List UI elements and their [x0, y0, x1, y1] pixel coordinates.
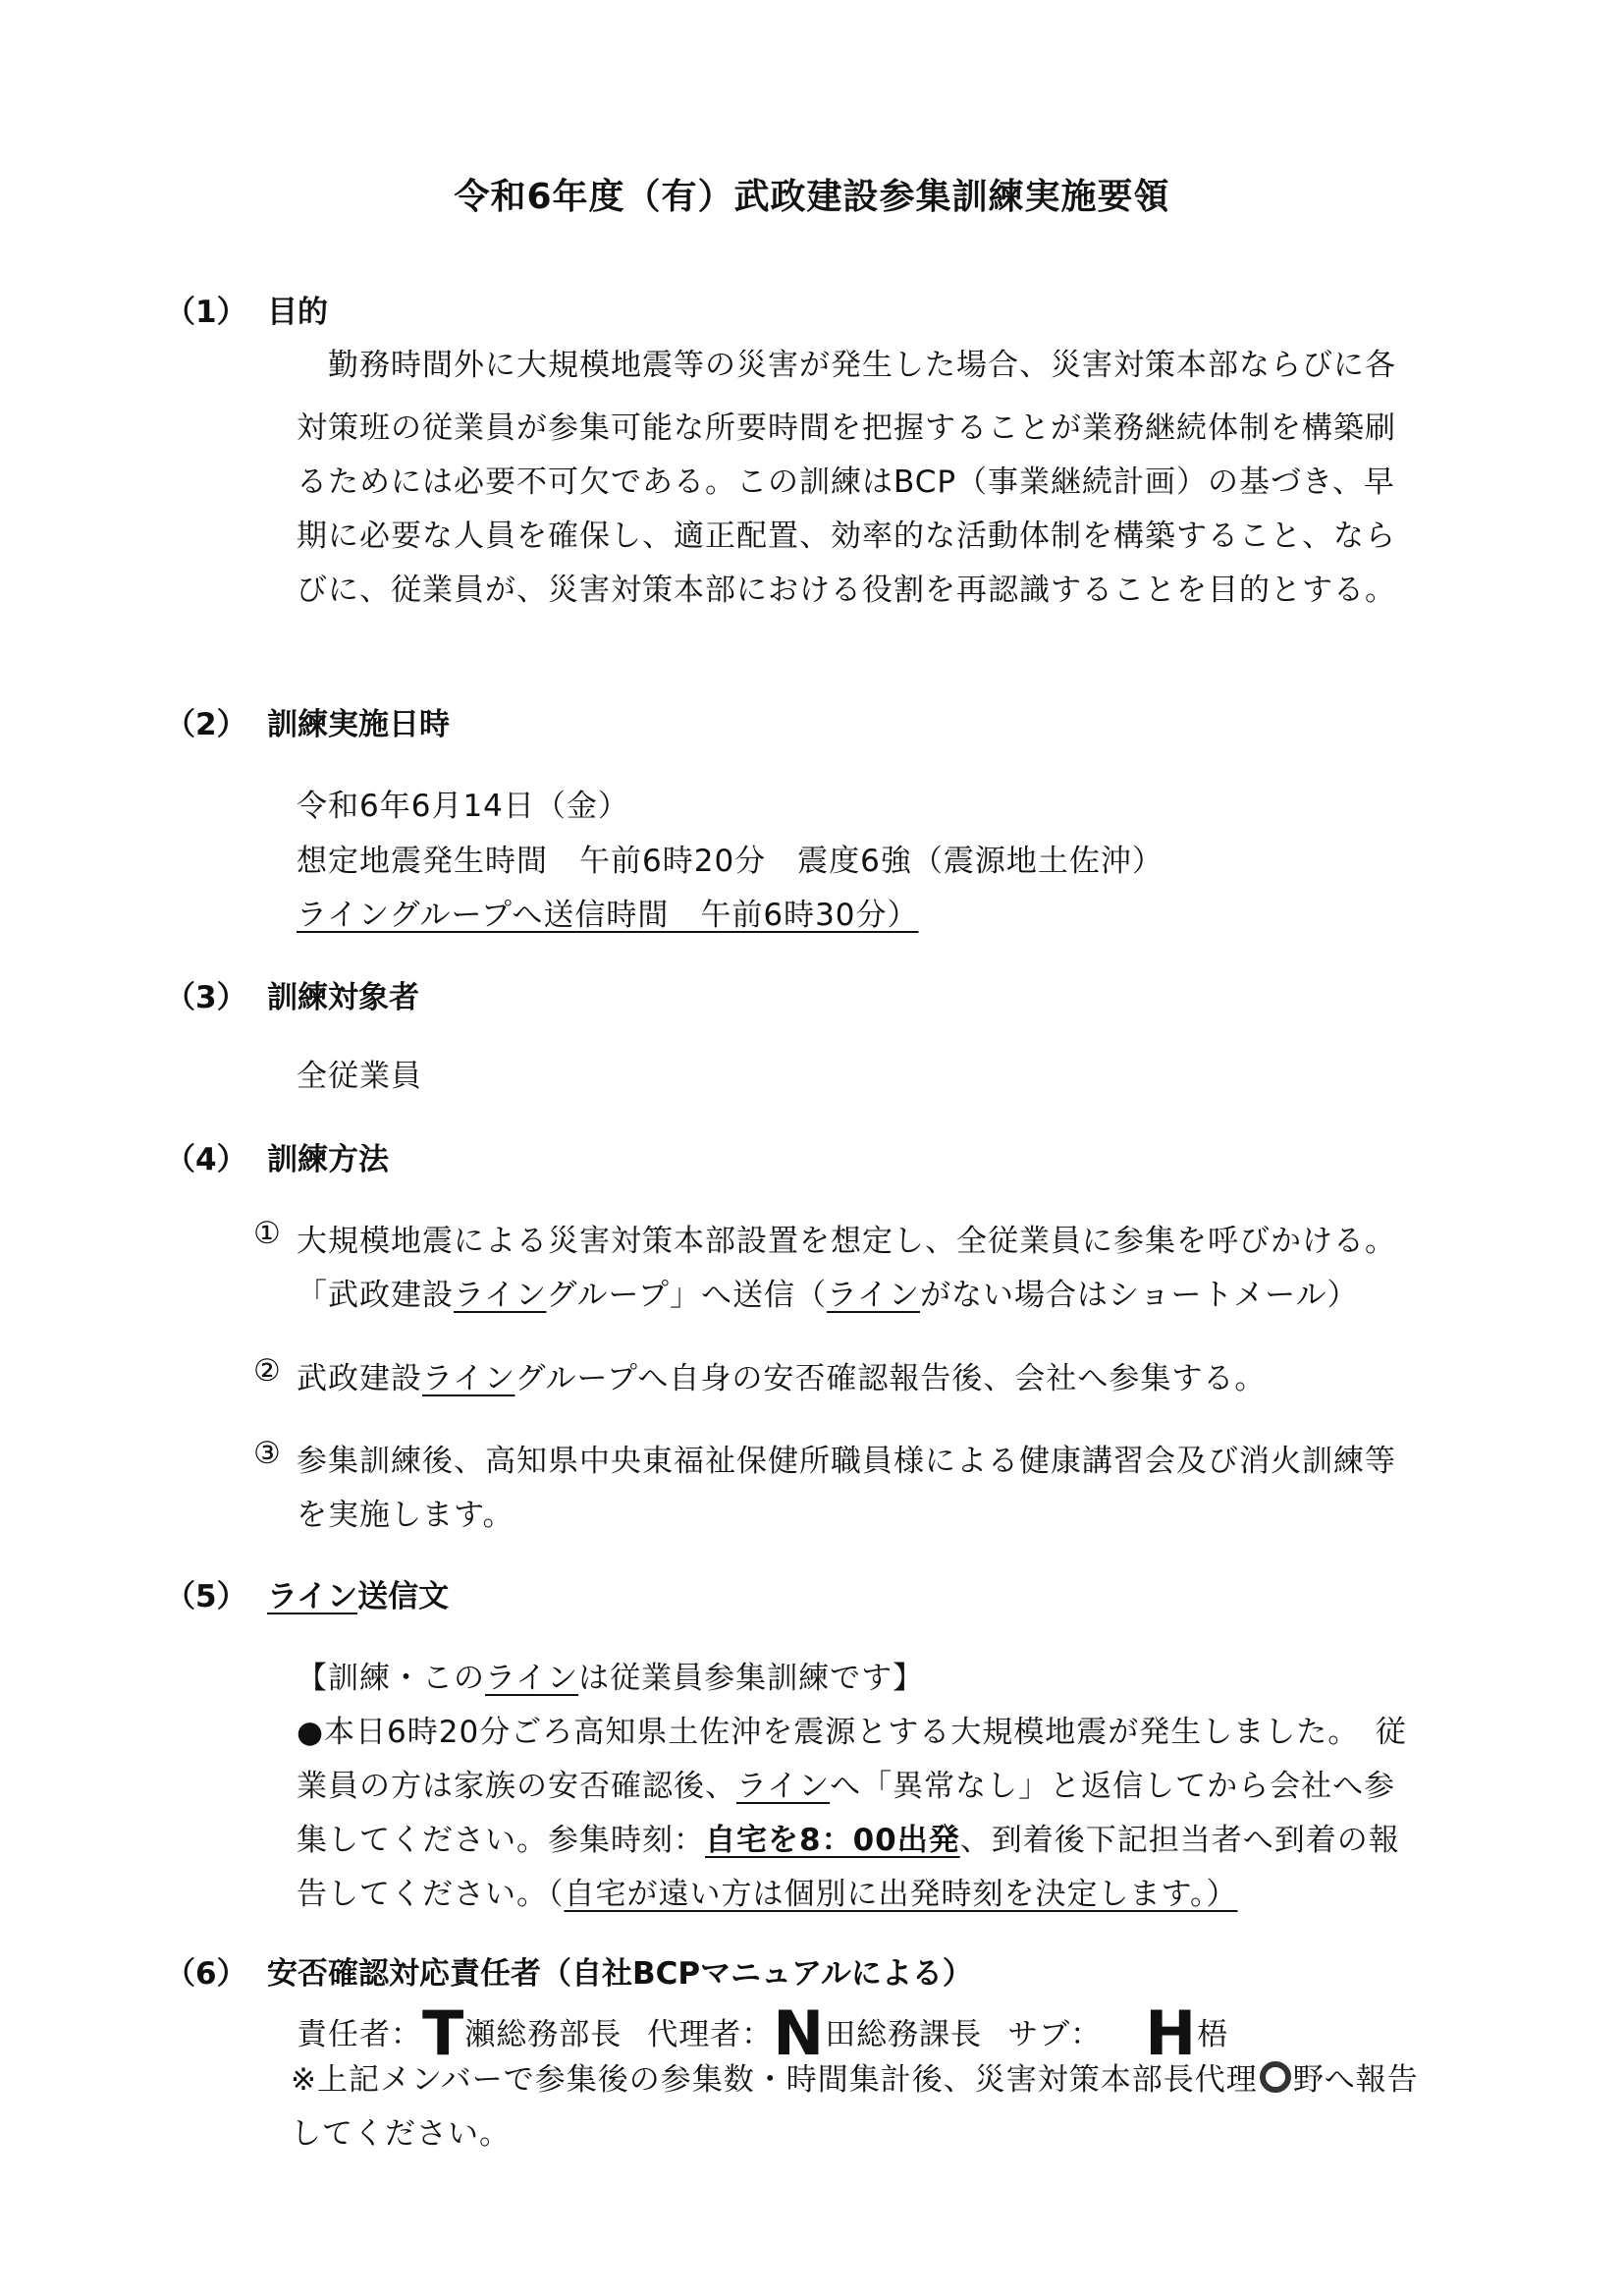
line-word: ライン [454, 1278, 547, 1313]
departure-time: 自宅を8：00出発 [705, 1823, 960, 1858]
training-target: 全従業員 [297, 1059, 422, 1094]
page-title: 令和6年度（有）武政建設参集訓練実施要領 [454, 177, 1170, 217]
section-5-heading-line: ライン [267, 1579, 358, 1614]
message-line-5 [297, 1869, 1238, 1913]
section-1-line-3: るためには必要不可欠である。この訓練はBCP（事業継続計画）の基づき、早 [297, 465, 1395, 500]
method-1-line-2 [297, 1270, 1359, 1314]
message-text: 告してください。（ [297, 1877, 565, 1912]
method-1-text-a: 「武政建設 [297, 1278, 454, 1313]
section-1-line-1: 勤務時間外に大規模地震等の災害が発生した場合、災害対策本部ならびに各 [297, 348, 1396, 383]
section-5-heading [267, 1571, 449, 1615]
report-note-text: ※上記メンバーで参集後の参集数・時間集計後、災害対策本部長代理 [291, 2062, 1258, 2098]
method-1-text-b: グループ」へ送信（ [546, 1278, 827, 1313]
training-date: 令和6年6月14日（金） [297, 789, 629, 824]
section-3-heading: 訓練対象者 [267, 980, 419, 1015]
method-3-line-2: を実施します。 [297, 1498, 514, 1533]
responsible-initial: T [422, 1997, 465, 2069]
method-1-marker: ① [253, 1216, 282, 1251]
section-3-number: （3） [165, 980, 247, 1015]
method-2-line [297, 1353, 1266, 1397]
line-word: ライン [485, 1661, 579, 1696]
sub-label: サブ： [1007, 2017, 1103, 2052]
departure-note: 自宅が遠い方は個別に出発時刻を決定します。） [564, 1877, 1238, 1912]
send-time: ライングループへ送信時間 午前6時30分） [297, 898, 919, 933]
message-text: 集してください。参集時刻： [297, 1823, 705, 1858]
deputy-name: 田総務課長 [825, 2017, 983, 2052]
method-3-line-1: 参集訓練後、高知県中央東福祉保健所職員様による健康講習会及び消火訓練等 [297, 1444, 1396, 1479]
section-1-number: （1） [165, 295, 247, 330]
line-word: ライン [422, 1361, 515, 1396]
message-text: 業員の方は家族の安否確認後、 [297, 1769, 736, 1804]
masked-initial-circle-icon [1260, 2061, 1291, 2093]
message-line-1 [297, 1653, 924, 1697]
method-2-text-a: 武政建設 [297, 1361, 422, 1396]
section-4-heading: 訓練方法 [267, 1142, 389, 1177]
line-word: ライン [826, 1278, 921, 1313]
section-1-heading: 目的 [267, 295, 328, 330]
section-6-heading: 安否確認対応責任者（自社BCPマニュアルによる） [267, 1956, 973, 1992]
report-note-line-1 [291, 2054, 1419, 2099]
method-1-text-c: がない場合はショートメール） [920, 1278, 1359, 1313]
deputy-initial: N [773, 1997, 826, 2069]
method-3-marker: ③ [253, 1436, 282, 1471]
method-2-text-b: グループへ自身の安否確認報告後、会社へ参集する。 [514, 1361, 1267, 1396]
report-note-text: 野へ報告 [1292, 2062, 1419, 2098]
message-line-3 [297, 1761, 1395, 1805]
quake-time: 想定地震発生時間 午前6時20分 震度6強（震源地土佐沖） [297, 844, 1164, 879]
report-note-line-2: してください。 [291, 2116, 511, 2152]
section-1-line-5: びに、従業員が、災害対策本部における役割を再認識することを目的とする。 [297, 573, 1396, 608]
message-text: 、到着後下記担当者へ到着の報 [959, 1823, 1400, 1858]
sub-initial: H [1145, 1997, 1198, 2069]
line-word: ライン [736, 1769, 831, 1804]
message-line-4 [297, 1815, 1400, 1859]
deputy-label: 代理者： [647, 2017, 774, 2052]
section-5-number: （5） [165, 1579, 247, 1614]
responsible-name: 瀬総務部長 [464, 2017, 623, 2052]
section-4-number: （4） [165, 1142, 247, 1177]
section-1-line-2: 対策班の従業員が参集可能な所要時間を把握することが業務継続体制を構築刷 [297, 410, 1396, 446]
message-text: 【訓練・この [297, 1661, 485, 1696]
message-text: は従業員参集訓練です】 [578, 1661, 925, 1696]
method-2-marker: ② [253, 1353, 282, 1389]
responsible-label: 責任者： [297, 2017, 422, 2052]
section-2-number: （2） [165, 707, 247, 742]
section-6-number: （6） [165, 1956, 247, 1992]
section-5-heading-rest: 送信文 [357, 1579, 450, 1614]
sub-name: 梧 [1197, 2017, 1229, 2052]
method-1-line-1: 大規模地震による災害対策本部設置を想定し、全従業員に参集を呼びかける。 [297, 1224, 1396, 1259]
message-line-2: ●本日6時20分ごろ高知県土佐沖を震源とする大規模地震が発生しました。 従 [297, 1715, 1407, 1750]
section-1-line-4: 期に必要な人員を確保し、適正配置、効率的な活動体制を構築すること、なら [297, 519, 1396, 554]
message-text: へ「異常なし」と返信してから会社へ参 [830, 1769, 1396, 1804]
section-2-heading: 訓練実施日時 [267, 707, 450, 742]
